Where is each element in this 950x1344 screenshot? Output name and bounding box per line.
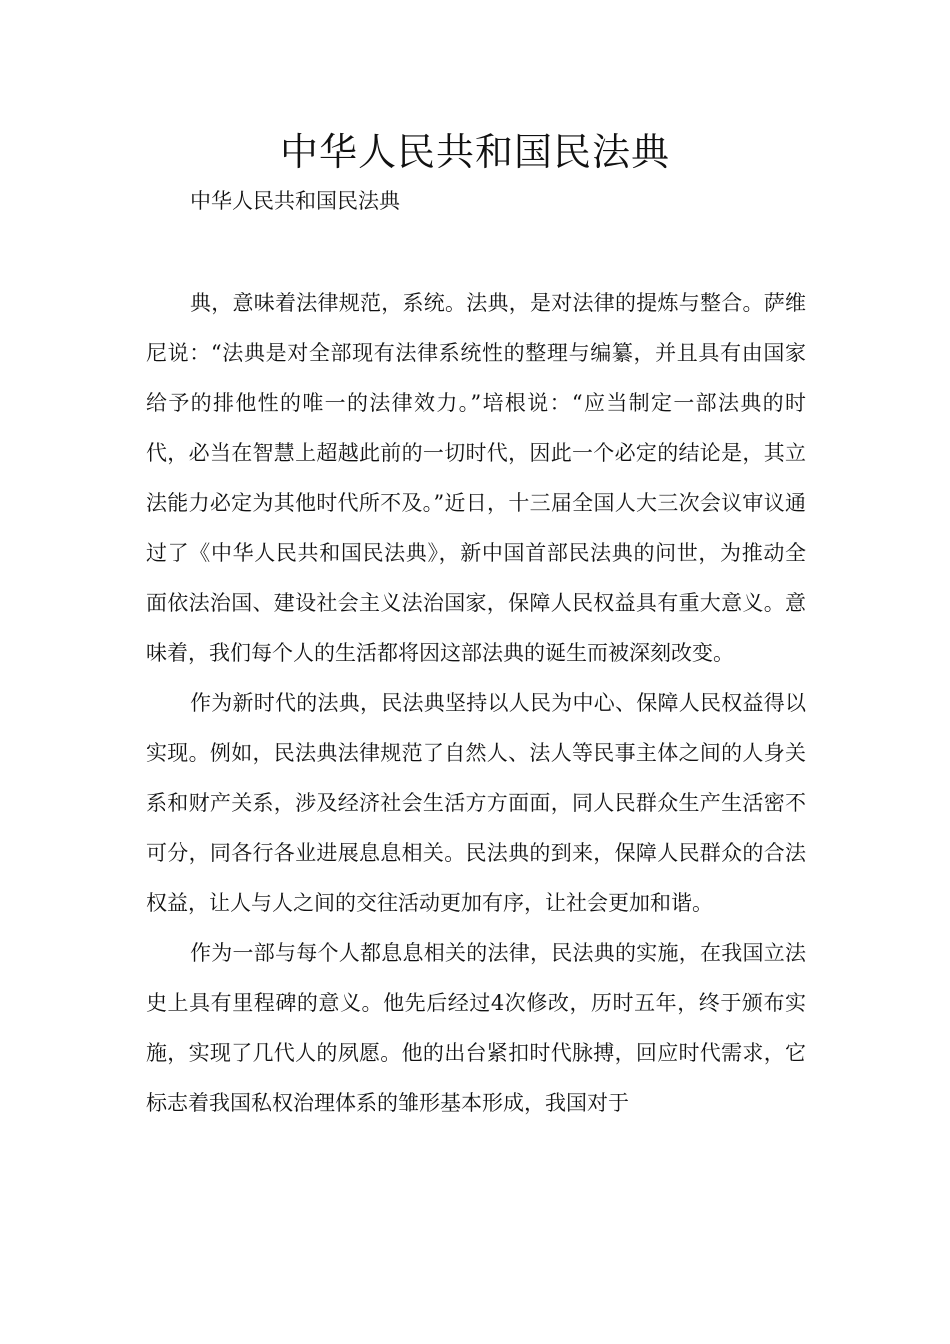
document-body bbox=[146, 278, 806, 1128]
paragraph-2: 作为新时代的法典，民法典坚持以人民为中心、保障人民权益得以实现。例如，民法典法律规范了自然人、法人等民事主体之间的人身关系和财产关系，涉及经济社会生活方方面面，同人民群众生产生活密不可分，同各行各业进展息息相关。民法典的到来，保障人民群众的合法权益，让人与人之间的交往活动更加有序，让社会更加和谐。 bbox=[146, 691, 806, 915]
paragraph-1: 典，意味着法律规范，系统。法典，是对法律的提炼与整合。萨维尼说：“法典是对全部现有法律系统性的整理与编纂，并且具有由国家给予的排他性的唯一的法律效力。”培根说：“应当制定一部法典的时代，必当在智慧上超越此前的一切时代，因此一个必定的结论是，其立法能力必定为其他时代所不及。”近日，十三届全国人大三次会议审议通过了《中华人民共和国民法典》，新中国首部民法典的问世，为推动全面依法治国、建设社会主义法治国家，保障人民权益具有重大意义。意味着，我们每个人的生活都将因这部法典的诞生而被深刻改变。 bbox=[146, 291, 806, 665]
document-title: 中华人民共和国民法典 bbox=[279, 130, 670, 174]
paragraph-3: 作为一部与每个人都息息相关的法律，民法典的实施，在我国立法史上具有里程碑的意义。他先后经过4次修改，历时五年，终于颁布实施，实现了几代人的夙愿。他的出台紧扣时代脉搏，回应时代需求，它标志着我国私权治理体系的雏形基本形成，我国对于 bbox=[146, 941, 806, 1115]
document-subtitle: 中华人民共和国民法典 bbox=[190, 189, 400, 213]
